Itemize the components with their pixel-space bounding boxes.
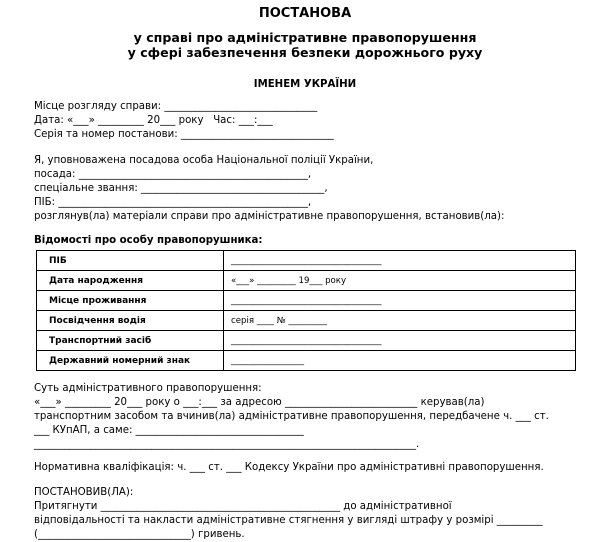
license-plate-field[interactable]: _________________ (224, 351, 576, 371)
offender-pib-field[interactable]: ___________________________________ (224, 251, 576, 271)
offender-info-table (36, 250, 576, 371)
row-label: Посвідчення водія (37, 311, 224, 331)
document-title: ПОСТАНОВА (258, 6, 352, 21)
offense-article-text: транспортним засобом та вчинив(ла) адміністративне правопорушення, передбачене ч. ___ ст. (34, 411, 549, 422)
decision-fine-amount-field[interactable]: (______________________________) гривень. (34, 529, 245, 540)
official-rank-field[interactable]: спеціальне звання: ____________________________________, (34, 183, 328, 194)
official-intro-text: Я, уповноважена посадова особа Національної поліції України, (34, 155, 374, 166)
document-subtitle-line2: у сфері забезпечення безпеки дорожнього руху (127, 45, 483, 60)
birth-date-field[interactable]: «___» _________ 19___ року (224, 271, 576, 291)
offender-info-heading: Відомості про особу правопорушника: (34, 235, 263, 246)
table-row (37, 291, 576, 311)
considered-materials-text: розглянув(ла) матеріали справи про адміністративне правопорушення, встановив(ла): (34, 211, 505, 222)
vehicle-field[interactable]: ___________________________________ (224, 331, 576, 351)
row-label: ПІБ (37, 251, 224, 271)
normative-qualification-text[interactable]: Нормативна кваліфікація: ч. ___ ст. ___ Кодексу України про адміністративні правопорушення. (34, 462, 544, 473)
date-time-field[interactable]: Дата: «___» _________ 20___ року Час: ___:___ (34, 115, 273, 126)
residence-field[interactable]: ___________________________________ (224, 291, 576, 311)
decision-heading: ПОСТАНОВИВ(ЛА): (34, 487, 134, 498)
table-row (37, 331, 576, 351)
resolution-series-number-field[interactable]: Серія та номер постанови: ______________________________ (34, 129, 334, 140)
offense-essence-heading: Суть адміністративного правопорушення: (34, 383, 262, 394)
row-label: Державний номерний знак (37, 351, 224, 371)
document-subtitle-line1: у справі про адміністративне правопорушення (133, 30, 477, 45)
decision-fine-text[interactable]: відповідальності та накласти адміністративне стягнення у вигляді штрафу у розмірі _________ (34, 515, 543, 526)
driver-license-field[interactable]: серія ____ № _________ (224, 311, 576, 331)
table-row (37, 271, 576, 291)
in-name-of-ukraine: ІМЕНЕМ УКРАЇНИ (253, 79, 357, 90)
table-row (37, 351, 576, 371)
row-label: Транспортний засіб (37, 331, 224, 351)
row-label: Дата народження (37, 271, 224, 291)
row-label: Місце проживання (37, 291, 224, 311)
place-of-consideration-field[interactable]: Місце розгляду справи: ______________________________ (34, 101, 318, 112)
offense-kupap-field[interactable]: ___ КУпАП, а саме: _________________________________ (34, 425, 304, 436)
offense-date-address-field[interactable]: «___» _________ 20___ року о ___:___ за адресою __________________________ керував(ла) (34, 397, 485, 408)
table-row (37, 251, 576, 271)
offense-details-field[interactable]: ___________________________________________________________________________. (34, 439, 420, 450)
official-position-field[interactable]: посада: _____________________________________________, (34, 169, 312, 180)
table-row (37, 311, 576, 331)
decision-person-field[interactable]: Притягнути _______________________________________________ до адміністративної (34, 501, 452, 512)
official-pib-field[interactable]: ПІБ: _________________________________________________, (34, 197, 312, 208)
